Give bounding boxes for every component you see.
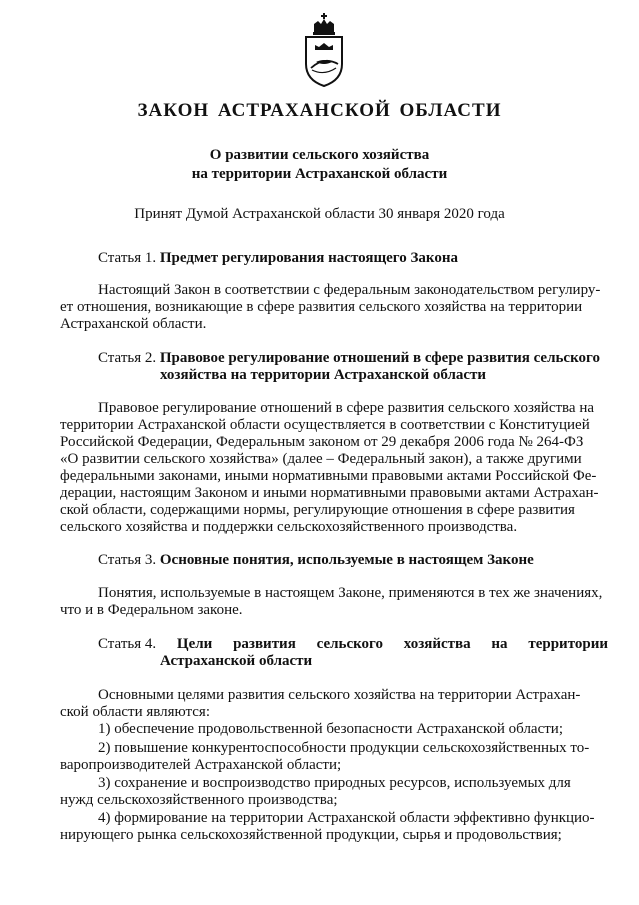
- heading-word: сельского: [316, 636, 383, 652]
- text-line: «О развитии сельского хозяйства» (далее – Федеральный закон), а также другими: [60, 451, 582, 467]
- list-item: 1) обеспечение продовольственной безопасности Астраханской области;: [98, 721, 563, 737]
- article-2-heading: [98, 350, 608, 384]
- astrakhan-coat-of-arms-icon: [300, 12, 356, 88]
- heading-word: на: [491, 636, 508, 652]
- heading-word: Цели: [176, 636, 213, 652]
- article-number: Статья 4.: [98, 636, 157, 652]
- text-line: ской области, содержащими нормы, регулирующие отношения в сфере развития: [60, 502, 575, 518]
- text-line: федеральными законами, иными нормативными правовыми актами Российской Фе-: [60, 468, 597, 484]
- list-item: 3) сохранение и воспроизводство природных ресурсов, используемых для нужд сельскохозяйственного производства;: [60, 775, 571, 808]
- heading-word: территории: [528, 636, 608, 652]
- article-1-heading: [98, 250, 608, 267]
- article-4-heading: [98, 636, 608, 670]
- article-4-intro: [60, 687, 608, 721]
- adoption-date: Принят Думой Астраханской области 30 января 2020 года: [134, 206, 505, 222]
- article-2-text: [60, 400, 608, 536]
- article-title: Основные понятия, используемые в настоящем Законе: [159, 552, 534, 568]
- article-number: Статья 1.: [98, 250, 157, 266]
- article-3-text: [60, 585, 608, 619]
- text-line: ской области являются:: [60, 704, 210, 720]
- article-number: Статья 2.: [98, 350, 157, 366]
- law-subtitle-line2: на территории Астраханской области: [191, 166, 448, 182]
- list-item: 4) формирование на территории Астраханской области эффективно функцио- нирующего рынка сельскохозяйственной продукции, сырья и продовольствия;: [60, 810, 595, 843]
- article-title: Предмет регулирования настоящего Закона: [159, 250, 458, 266]
- heading-word: хозяйства: [403, 636, 471, 652]
- law-title: ЗАКОН АСТРАХАНСКОЙ ОБЛАСТИ: [137, 100, 502, 121]
- article-title-cont: Астраханской области: [160, 653, 313, 669]
- text-line: сельского хозяйства и поддержки сельскохозяйственного производства.: [60, 519, 518, 535]
- article-number: Статья 3.: [98, 552, 157, 568]
- article-title: Правовое регулирование отношений в сфере развития сельского: [159, 350, 600, 366]
- text-line: Российской Федерации, Федеральным законом от 29 декабря 2006 года № 264-ФЗ: [60, 434, 584, 450]
- text-line: что и в Федеральном законе.: [60, 602, 243, 618]
- heading-word: развития: [233, 636, 296, 652]
- article-3-heading: [98, 552, 608, 569]
- list-item: 2) повышение конкурентоспособности продукции сельскохозяйственных то- варопроизводителей Астраханской области;: [60, 740, 590, 773]
- text-line: ет отношения, возникающие в сфере развития сельского хозяйства на территории: [60, 299, 583, 315]
- text-line: Правовое регулирование отношений в сфере развития сельского хозяйства на: [98, 400, 595, 416]
- text-line: Понятия, используемые в настоящем Законе, применяются в тех же значениях,: [98, 585, 603, 601]
- text-line: дерации, настоящим Законом и иными нормативными правовыми актами Астрахан-: [60, 485, 599, 501]
- text-line: Основными целями развития сельского хозяйства на территории Астрахан-: [98, 687, 581, 703]
- text-line: Астраханской области.: [60, 316, 207, 332]
- text-line: территории Астраханской области осуществляется в соответствии с Конституцией: [60, 417, 590, 433]
- article-title-cont: хозяйства на территории Астраханской области: [160, 367, 487, 383]
- law-subtitle-line1: О развитии сельского хозяйства: [209, 147, 430, 163]
- article-1-text: [60, 282, 608, 333]
- text-line: Настоящий Закон в соответствии с федеральным законодательством регулиру-: [98, 282, 601, 298]
